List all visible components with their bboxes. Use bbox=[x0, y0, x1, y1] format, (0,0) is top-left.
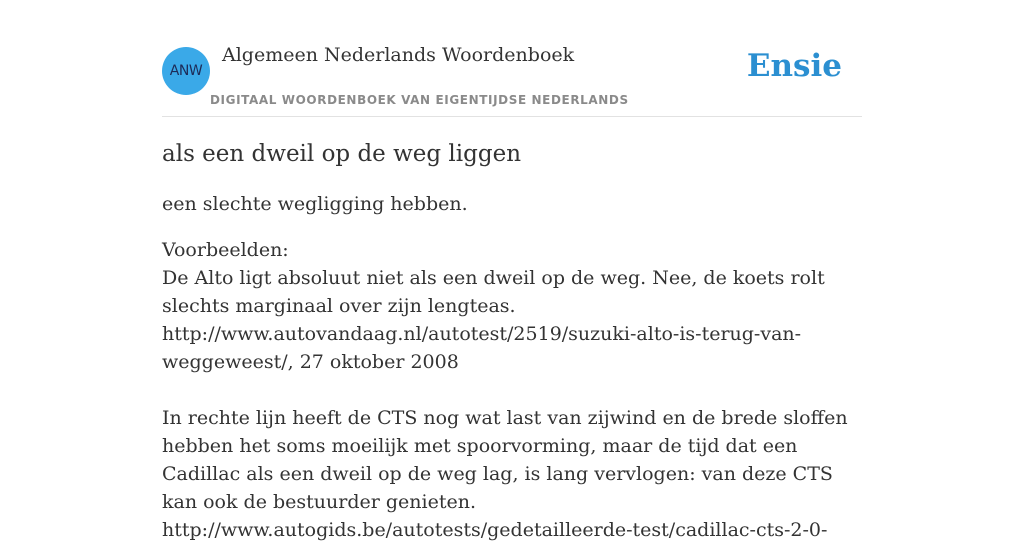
example-text: In rechte lijn heeft de CTS nog wat last van zijwind en de brede sloffen hebben het soms moeilijk met spoorvorming, maar de tijd dat een Cadillac als een dweil op de weg lag, is lang vervlogen: van deze CTS kan ook de bestuurder genieten. bbox=[162, 407, 848, 513]
example-source: http://www.autovandaag.nl/autotest/2519/suzuki-alto-is-terug-van- bbox=[162, 323, 802, 345]
example-text: De Alto ligt absoluut niet als een dweil op de weg. Nee, de koets rolt slechts marginaal over zijn lengteas. bbox=[162, 267, 825, 317]
entry-term: als een dweil op de weg liggen bbox=[162, 141, 522, 167]
site-header bbox=[162, 0, 862, 117]
examples-section bbox=[162, 236, 862, 544]
dictionary-subtitle: DIGITAAL WOORDENBOEK VAN EIGENTIJDSE NEDERLANDS bbox=[210, 93, 629, 107]
ensie-logo[interactable]: Ensie bbox=[746, 48, 842, 84]
anw-logo[interactable]: ANW bbox=[162, 47, 210, 95]
example-source: http://www.autogids.be/autotests/gedetailleerde-test/cadillac-cts-2-0- bbox=[162, 519, 828, 541]
entry-definition: een slechte wegligging hebben. bbox=[162, 193, 468, 215]
entry-content bbox=[162, 138, 862, 544]
examples-label: Voorbeelden: bbox=[162, 239, 289, 261]
dictionary-title[interactable]: Algemeen Nederlands Woordenboek bbox=[222, 44, 575, 66]
example-source-continued: weggeweest/, 27 oktober 2008 bbox=[162, 351, 459, 373]
example-separator bbox=[162, 376, 862, 404]
